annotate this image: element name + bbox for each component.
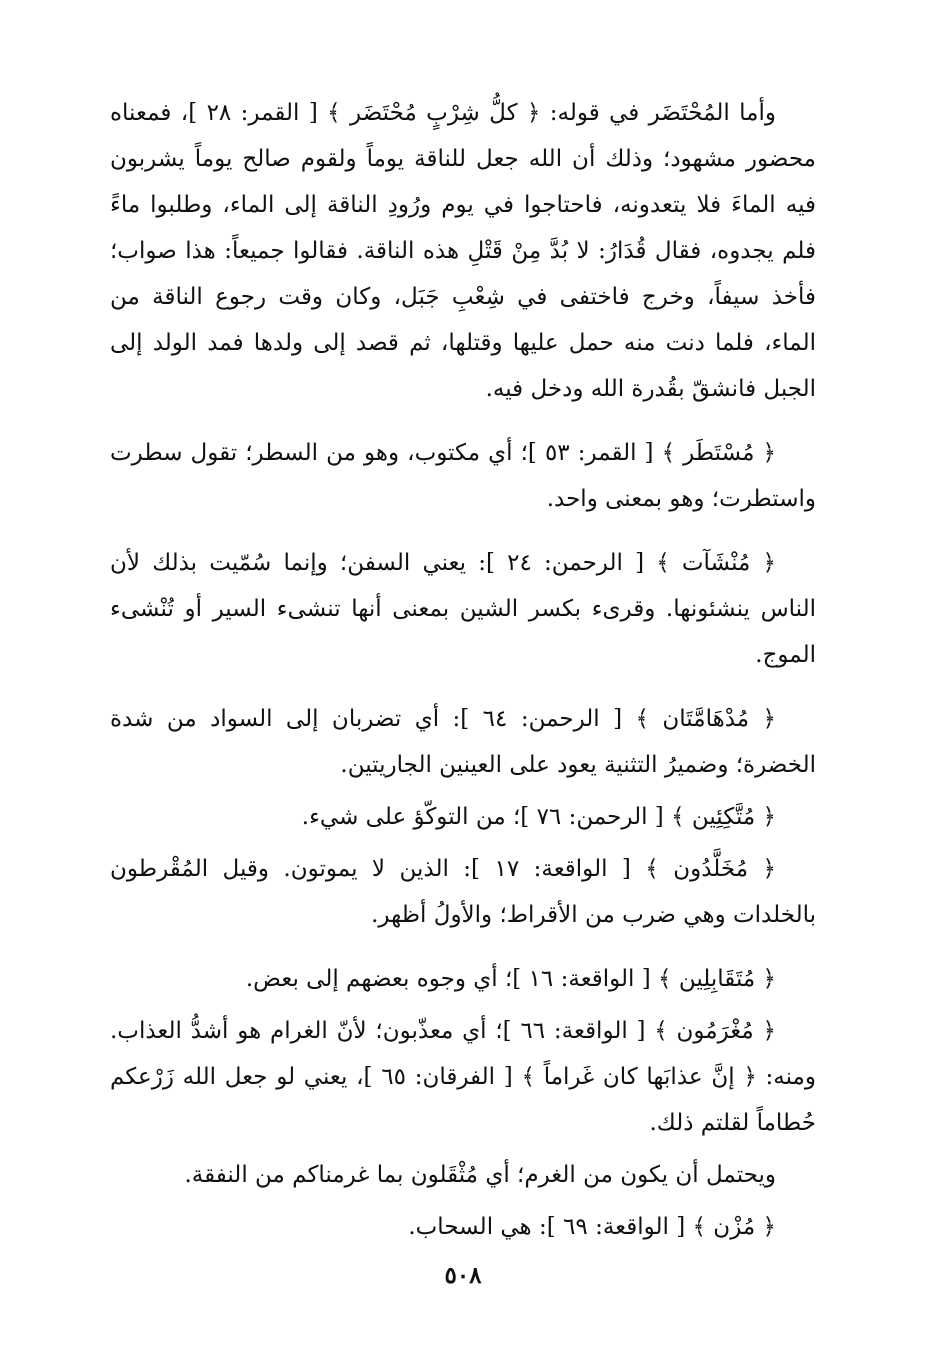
page-number: ٥٠٨ [444, 1262, 482, 1289]
paragraph-muttakiin [110, 794, 816, 840]
text-line: وهي ضرب من الأقراط؛ والأولُ أظهر. [371, 902, 726, 928]
text-line: وخرج فاختفى في شِعْبِ جَبَل، وكان وقت رجوع الناقة من الماء، فلما دنت منه [110, 284, 817, 356]
paragraph-gap [110, 938, 816, 956]
page-body [110, 90, 816, 1250]
text-line: محضور مشهود؛ وذلك أن الله جعل للناقة يوماً ولقوم صالح يوماً يشربون فيه [110, 146, 817, 218]
text-line: ﴿ مُنْشَآت ﴾ [ الرحمن: ٢٤ ]: يعني السفن؛ وإنما سُمّيت بذلك لأن الناس [110, 550, 816, 622]
text-line: حمل عليها وقتلها، ثم قصد إلى ولدها فمد الولد إلى الجبل فانشقّ بقُدرة الله [110, 330, 816, 402]
paragraph-ghurm [110, 1152, 816, 1198]
paragraph-mughramun [110, 1008, 816, 1146]
text-line: ﴿ مُسْتَطَر ﴾ [ القمر: ٥٣ ]؛ أي مكتوب، وهو من السطر؛ تقول سطرت [110, 440, 776, 466]
text-line: ﴿ مُتَقَابِلِين ﴾ [ الواقعة: ١٦ ]؛ أي وجوه بعضهم إلى بعض. [245, 966, 776, 992]
paragraph-muzn [110, 1204, 816, 1250]
paragraph-gap [110, 412, 816, 430]
text-line: ﴿ مُتَّكِئِين ﴾ [ الرحمن: ٧٦ ]؛ من التوكّؤ على شيء. [301, 804, 776, 830]
text-line: ومنه: ﴿ إنَّ عذابَها كان غَراماً ﴾ [ الفرقان: ٦٥ ]، يعني لو جعل الله زَرْعكم [110, 1064, 816, 1090]
paragraph-gap [110, 522, 816, 540]
text-line: واستطرت؛ وهو بمعنى واحد. [546, 486, 816, 512]
text-line: ﴿ مُدْهَامَّتَان ﴾ [ الرحمن: ٦٤ ]: أي تضربان إلى السواد من شدة الخضرة؛ [110, 706, 816, 778]
text-line: ودخل فيه. [485, 376, 584, 402]
paragraph-mukhalladun [110, 846, 816, 938]
text-line: ﴿ مُغْرَمُون ﴾ [ الواقعة: ٦٦ ]؛ أي معذّبون؛ لأنّ الغرام هو أشدُّ العذاب. [110, 1018, 776, 1044]
paragraph-mudhammatan [110, 696, 816, 788]
paragraph-mustatar [110, 430, 816, 522]
text-line: فقال قُدَارُ: لا بُدَّ مِنْ قَتْلِ هذه الناقة. فقالوا جميعاً: هذا صواب؛ فأخذ سيفاً، [110, 238, 816, 310]
paragraph-muhtadar [110, 90, 816, 412]
text-line: ينشئونها. وقرىء بكسر الشين بمعنى أنها تنشىء السير أو تُنْشىء الموج. [110, 596, 816, 668]
text-line: الماءَ فلا يتعدونه، فاحتاجوا في يوم ورُودِ الناقة إلى الماء، وطلبوا ماءً فلم يجدوه، [110, 192, 816, 264]
text-line: وضميرُ التثنية يعود على العينين الجاريتين. [340, 752, 729, 778]
text-line: وأما المُحْتَضَر في قوله: ﴿ كلُّ شِرْبٍ مُحْتَضَر ﴾ [ القمر: ٢٨ ]، فمعناه [110, 100, 777, 126]
text-line: ﴿ مُزْن ﴾ [ الواقعة: ٦٩ ]: هي السحاب. [408, 1214, 776, 1240]
text-line: ﴿ مُخَلَّدُون ﴾ [ الواقعة: ١٧ ]: الذين لا يموتون. وقيل المُقْرطون بالخلدات [110, 856, 816, 928]
text-line: ويحتمل أن يكون من الغرم؛ أي مُثْقَلون بما غرمناكم من النفقة. [184, 1162, 776, 1188]
paragraph-mutaqabilin [110, 956, 816, 1002]
paragraph-munshaat [110, 540, 816, 678]
text-line: حُطاماً لقلتم ذلك. [649, 1110, 816, 1136]
paragraph-gap [110, 678, 816, 696]
